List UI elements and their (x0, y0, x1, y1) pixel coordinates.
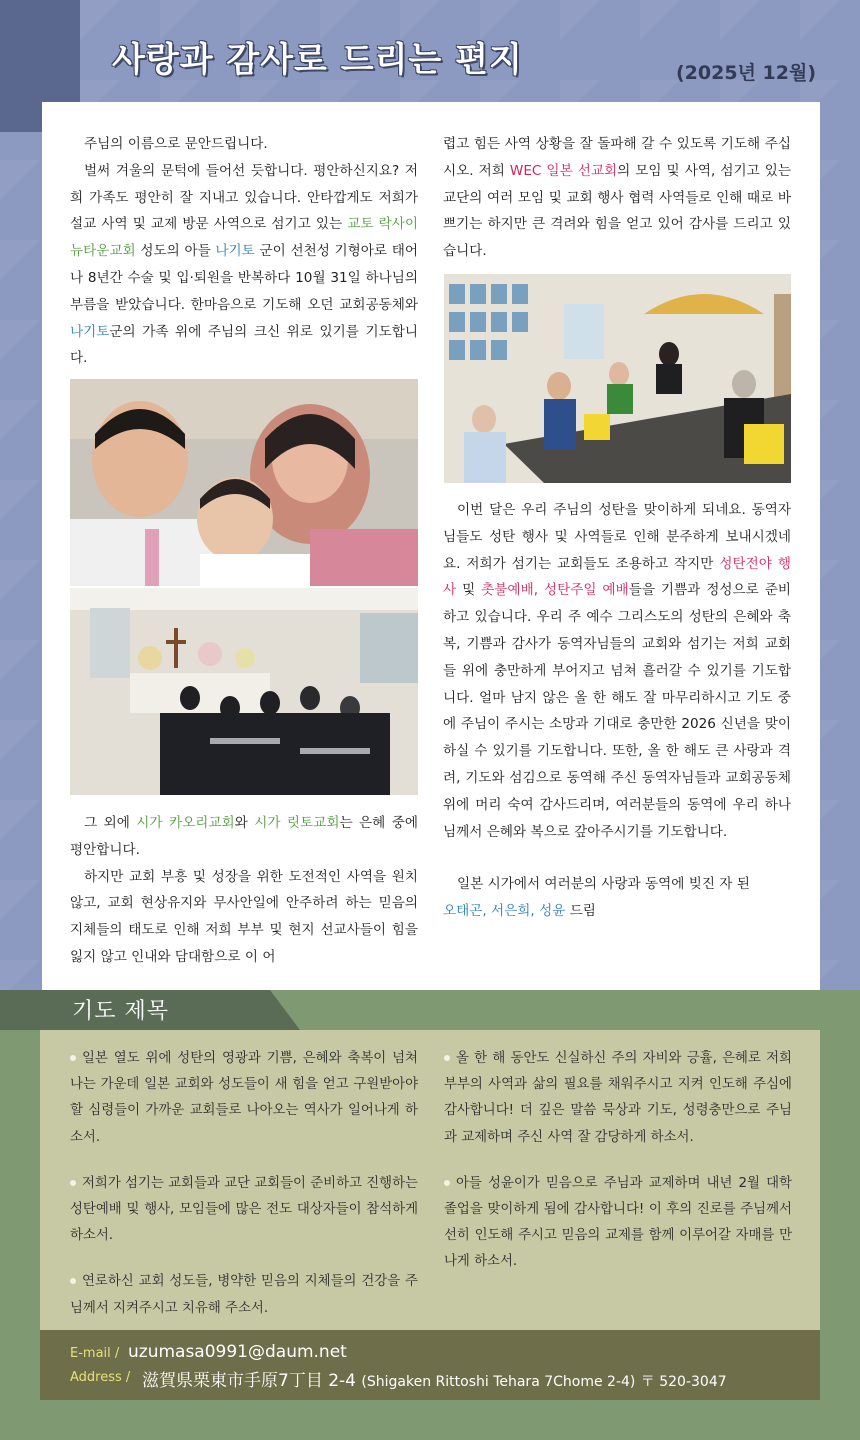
letter-left-column-bottom (70, 810, 418, 971)
paragraph-news: 벌써 겨울의 문턱에 들어선 듯합니다. 평안하신지요? 저희 가족도 평안히 잘 지내고 있습니다. 안타깝게도 저희가 설교 사역 및 교제 방문 사역으로 섬기고 있는 교토 락사이뉴타운교회 성도의 아들 나기토 군이 선천성 기형아로 태어나 8년간 수술 및 입·퇴원을 반복하다 10월 31일 하나님의 부름을 받았습니다. 한마음으로 기도해 오던 교회공동체와 나기토군의 가족 위에 주님의 크신 위로 있기를 기도합니다. (70, 162, 419, 367)
letter-date: (2025년 12월) (676, 62, 817, 84)
paragraph-christmas: 이번 달은 우리 주님의 성탄을 맞이하게 되네요. 동역자님들도 성탄 행사 및 사역들로 인해 분주하게 보내시겠네요. 저희가 섬기는 교회들도 조용하고 작지만 성탄전야 행사 및 촛불예배, 성탄주일 예배들을 기쁨과 정성으로 준비하고 있습니다. 우리 주 예수 그리스도의 성탄의 은혜와 축복, 기쁨과 감사가 동역자님들의 교회와 섬기는 저희 교회들 위에 충만하게 부어지고 넘쳐 흘러갈 수 있기를 기도합니다. 얼마 남지 않은 올 한 해도 잘 마무리하시고 기도 중에 주님이 주시는 소망과 기대로 충만한 2026 신년을 맞이하실 수 있기를 기도합니다. 또한, 올 한 해도 큰 사랑과 격려, 기도와 섬김으로 동역해 주신 동역자님들과 교회공동체 위에 머리 숙여 감사드리며, 여러분들의 동역에 우리 하나님께서 은혜와 복으로 갚아주시기를 기도합니다. (443, 502, 791, 840)
bullet-icon (70, 1278, 76, 1284)
paragraph-continued: 렵고 힘든 사역 상황을 잘 돌파해 갈 수 있도록 기도해 주십시오. 저희 WEC 일본 선교회의 모임 및 사역, 섬기고 있는 교단의 여러 모임 및 교회 행사 협력 사역들로 인해 때로 바쁘기는 하지만 큰 격려와 힘을 얻고 있어 감사를 드리고 있습니다. (443, 136, 791, 260)
event-name: 촛불예배, 성탄주일 예배 (481, 582, 629, 599)
event-name: 성탄전야 행사 (443, 555, 791, 599)
prayer-item: 일본 열도 위에 성탄의 영광과 기쁨, 은혜와 축복이 넘쳐 나는 가운데 일본 교회와 성도들이 새 힘을 얻고 구원받아야 할 심령들이 가까운 교회들로 나아오는 역사가 일어나게 하소서. (70, 1051, 418, 1145)
email-label: E-mail / (70, 1346, 120, 1361)
postal-code: 〒 520-3047 (640, 1374, 727, 1390)
prayer-title: 기도 제목 (72, 999, 170, 1024)
church-gathering-photo (444, 274, 791, 483)
church-name: 교토 락사이뉴타운교회 (70, 216, 418, 260)
letter-left-column (70, 131, 418, 372)
prayer-item: 저희가 섬기는 교회들과 교단 교회들이 준비하고 진행하는 성탄예배 및 행사, 모임들에 많은 전도 대상자들이 참석하게 하소서. (70, 1175, 418, 1244)
child-name: 나기토 (70, 323, 110, 340)
greeting: 주님의 이름으로 문안드립니다. (84, 136, 268, 152)
bullet-icon (444, 1180, 450, 1186)
closing-line: 일본 시가에서 여러분의 사랑과 동역에 빚진 자 된 (457, 876, 750, 893)
paragraph-challenge: 하지만 교회 부흥 및 성장을 위한 도전적인 사역을 원치 않고, 교회 현상유지와 무사안일에 안주하려 하는 믿음의 지체들의 태도로 인해 저희 부부 및 현지 선교사들이 힘을 잃지 않고 인내와 담대함으로 이 어 (70, 868, 418, 965)
bullet-icon (70, 1055, 76, 1061)
prayer-list-left (70, 1046, 418, 1342)
mission-name: WEC 일본 선교회 (509, 162, 618, 179)
signer-names: 오태곤, 서은희, 성윤 (443, 903, 566, 920)
bullet-icon (444, 1055, 450, 1061)
child-name: 나기토 (215, 243, 255, 260)
signature: 오태곤, 서은희, 성윤 드림 (443, 903, 596, 920)
prayer-list-right (444, 1046, 792, 1296)
page-title: 사랑과 감사로 드리는 편지 (112, 40, 523, 80)
prayer-item: 아들 성윤이가 믿음으로 주님과 교제하며 내년 2월 대학 졸업을 맞이하게 됨에 감사합니다! 이 후의 진로를 주님께서 선히 인도해 주시고 믿음의 교제를 함께 이루어갈 자매를 만나게 하소서. (444, 1175, 792, 1270)
prayer-item: 올 한 해 동안도 신실하신 주의 자비와 긍휼, 은혜로 저희 부부의 사역과 삶의 필요를 채워주시고 지켜 인도해 주심에 감사합니다! 더 깊은 말씀 묵상과 기도, 성령충만으로 주님과 교제하며 주신 사역 잘 감당하게 하소서. (444, 1051, 792, 1145)
email-link[interactable]: uzumasa0991@daum.net (128, 1342, 347, 1362)
letter-right-column (443, 131, 791, 265)
address-label: Address / (70, 1370, 131, 1385)
family-photo (70, 379, 418, 586)
memorial-service-photo (70, 588, 418, 795)
address-text: 滋賀県栗東市手原7丁目 2-4 (Shigaken Rittoshi Tehara 7Chome 2-4) 〒 520-3047 (142, 1371, 727, 1391)
church-name: 시가 카오리교회 (136, 815, 235, 831)
bullet-icon (70, 1180, 76, 1186)
letter-right-column-bottom (443, 497, 791, 925)
church-name: 시가 릿토교회 (254, 815, 340, 831)
paragraph-churches: 그 외에 시가 카오리교회와 시가 릿토교회는 은혜 중에 평안합니다. (70, 815, 418, 858)
prayer-item: 연로하신 교회 성도들, 병약한 믿음의 지체들의 건강을 주님께서 지켜주시고 치유해 주소서. (70, 1274, 418, 1316)
